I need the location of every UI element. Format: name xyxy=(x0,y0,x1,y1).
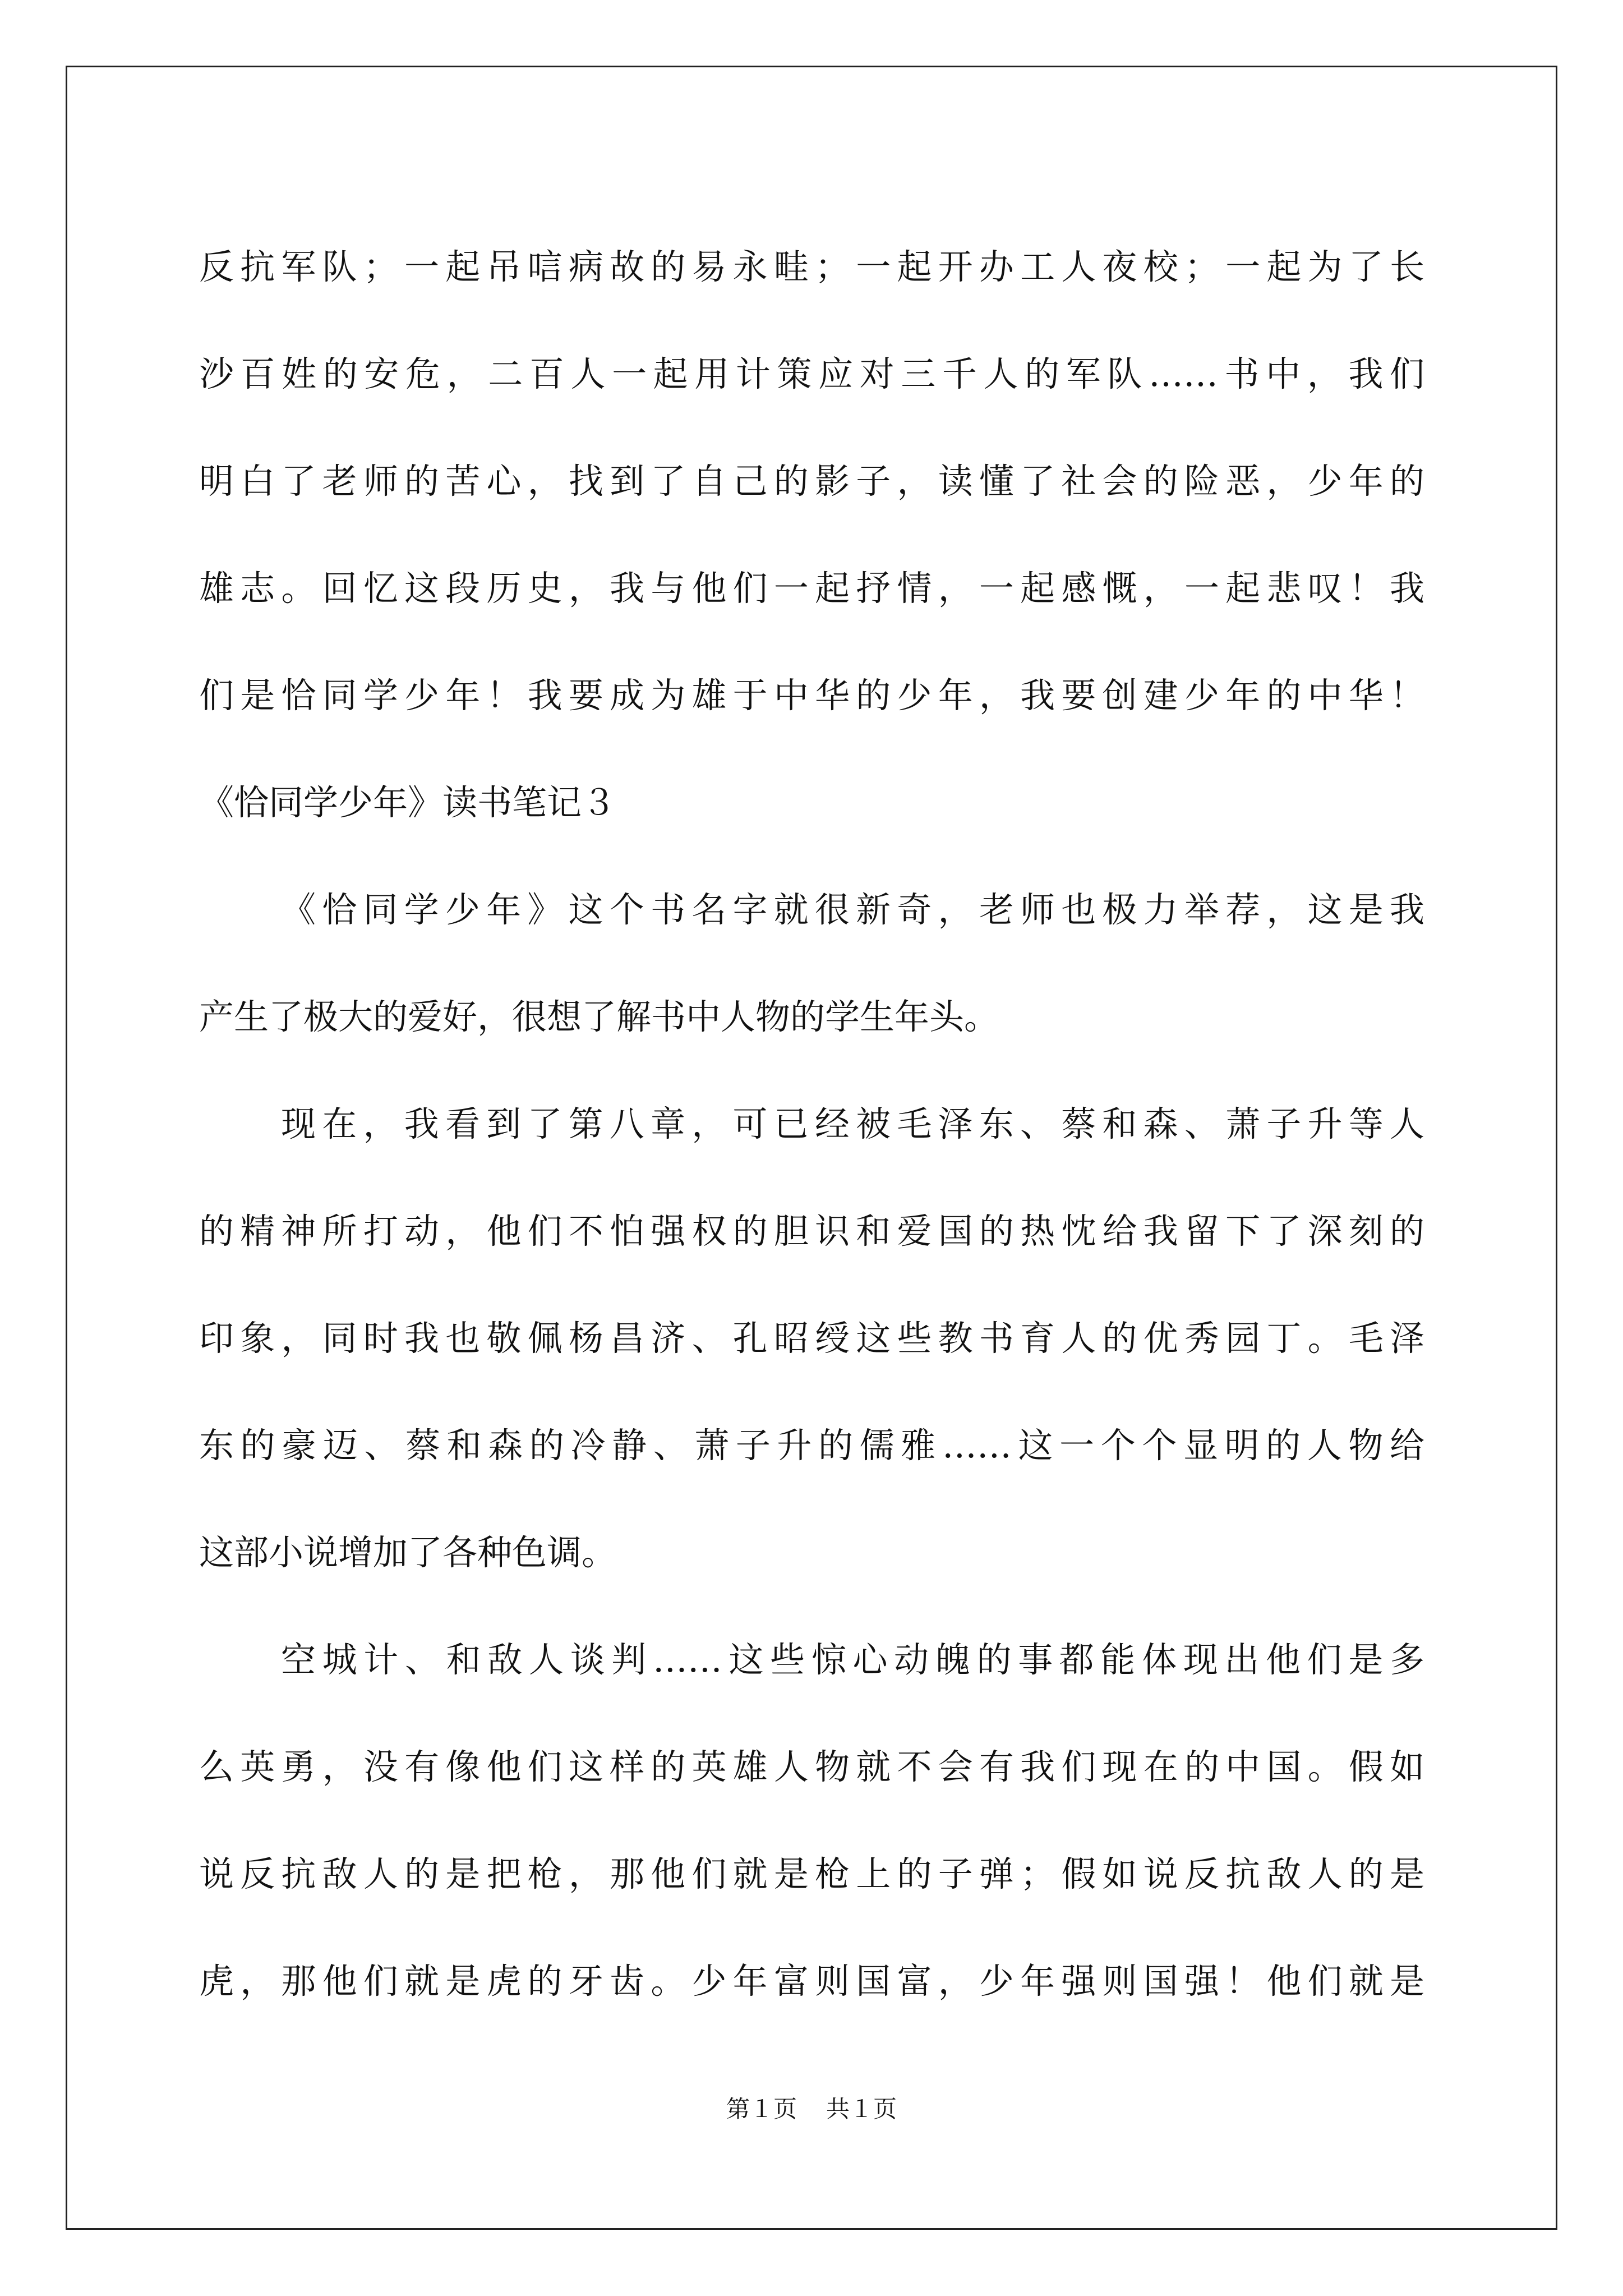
text-line: 东的豪迈、蔡和森的冷静、萧子升的儒雅……这一个个显明的人物给 xyxy=(199,1425,1424,1466)
text-line: 反抗军队；一起吊唁病故的易永畦；一起开办工人夜校；一起为了长 xyxy=(199,246,1424,287)
page-footer xyxy=(0,2092,1623,2126)
document-body xyxy=(199,213,1424,2035)
text-line: 的精神所打动，他们不怕强权的胆识和爱国的热忱给我留下了深刻的 xyxy=(199,1211,1424,1251)
page-number-current: 第１页 xyxy=(726,2095,797,2123)
text-line: 沙百姓的安危，二百人一起用计策应对三千人的军队……书中，我们 xyxy=(199,353,1424,394)
text-line: 现在，我看到了第八章，可已经被毛泽东、蔡和森、萧子升等人 xyxy=(281,1103,1424,1144)
page-number-total: 共１页 xyxy=(826,2095,897,2123)
text-line: 么英勇，没有像他们这样的英雄人物就不会有我们现在的中国。假如 xyxy=(199,1746,1424,1787)
text-line: 这部小说增加了各种色调。 xyxy=(199,1532,617,1573)
text-line: 空城计、和敌人谈判……这些惊心动魄的事都能体现出他们是多 xyxy=(281,1639,1424,1680)
text-line: 《恰同学少年》这个书名字就很新奇，老师也极力举荐，这是我 xyxy=(281,889,1424,930)
text-line: 们是恰同学少年！我要成为雄于中华的少年，我要创建少年的中华！ xyxy=(199,675,1424,716)
text-line: 产生了极大的爱好，很想了解书中人物的学生年头。 xyxy=(199,996,999,1037)
section-heading: 《恰同学少年》读书笔记３ xyxy=(199,782,617,823)
text-line: 雄志。回忆这段历史，我与他们一起抒情，一起感慨，一起悲叹！我 xyxy=(199,568,1424,609)
text-line: 虎，那他们就是虎的牙齿。少年富则国富，少年强则国强！他们就是 xyxy=(199,1961,1424,2001)
text-line: 印象，同时我也敬佩杨昌济、孔昭绶这些教书育人的优秀园丁。毛泽 xyxy=(199,1318,1424,1359)
text-line: 明白了老师的苦心，找到了自己的影子，读懂了社会的险恶，少年的 xyxy=(199,461,1424,501)
text-line: 说反抗敌人的是把枪，那他们就是枪上的子弹；假如说反抗敌人的是 xyxy=(199,1853,1424,1894)
